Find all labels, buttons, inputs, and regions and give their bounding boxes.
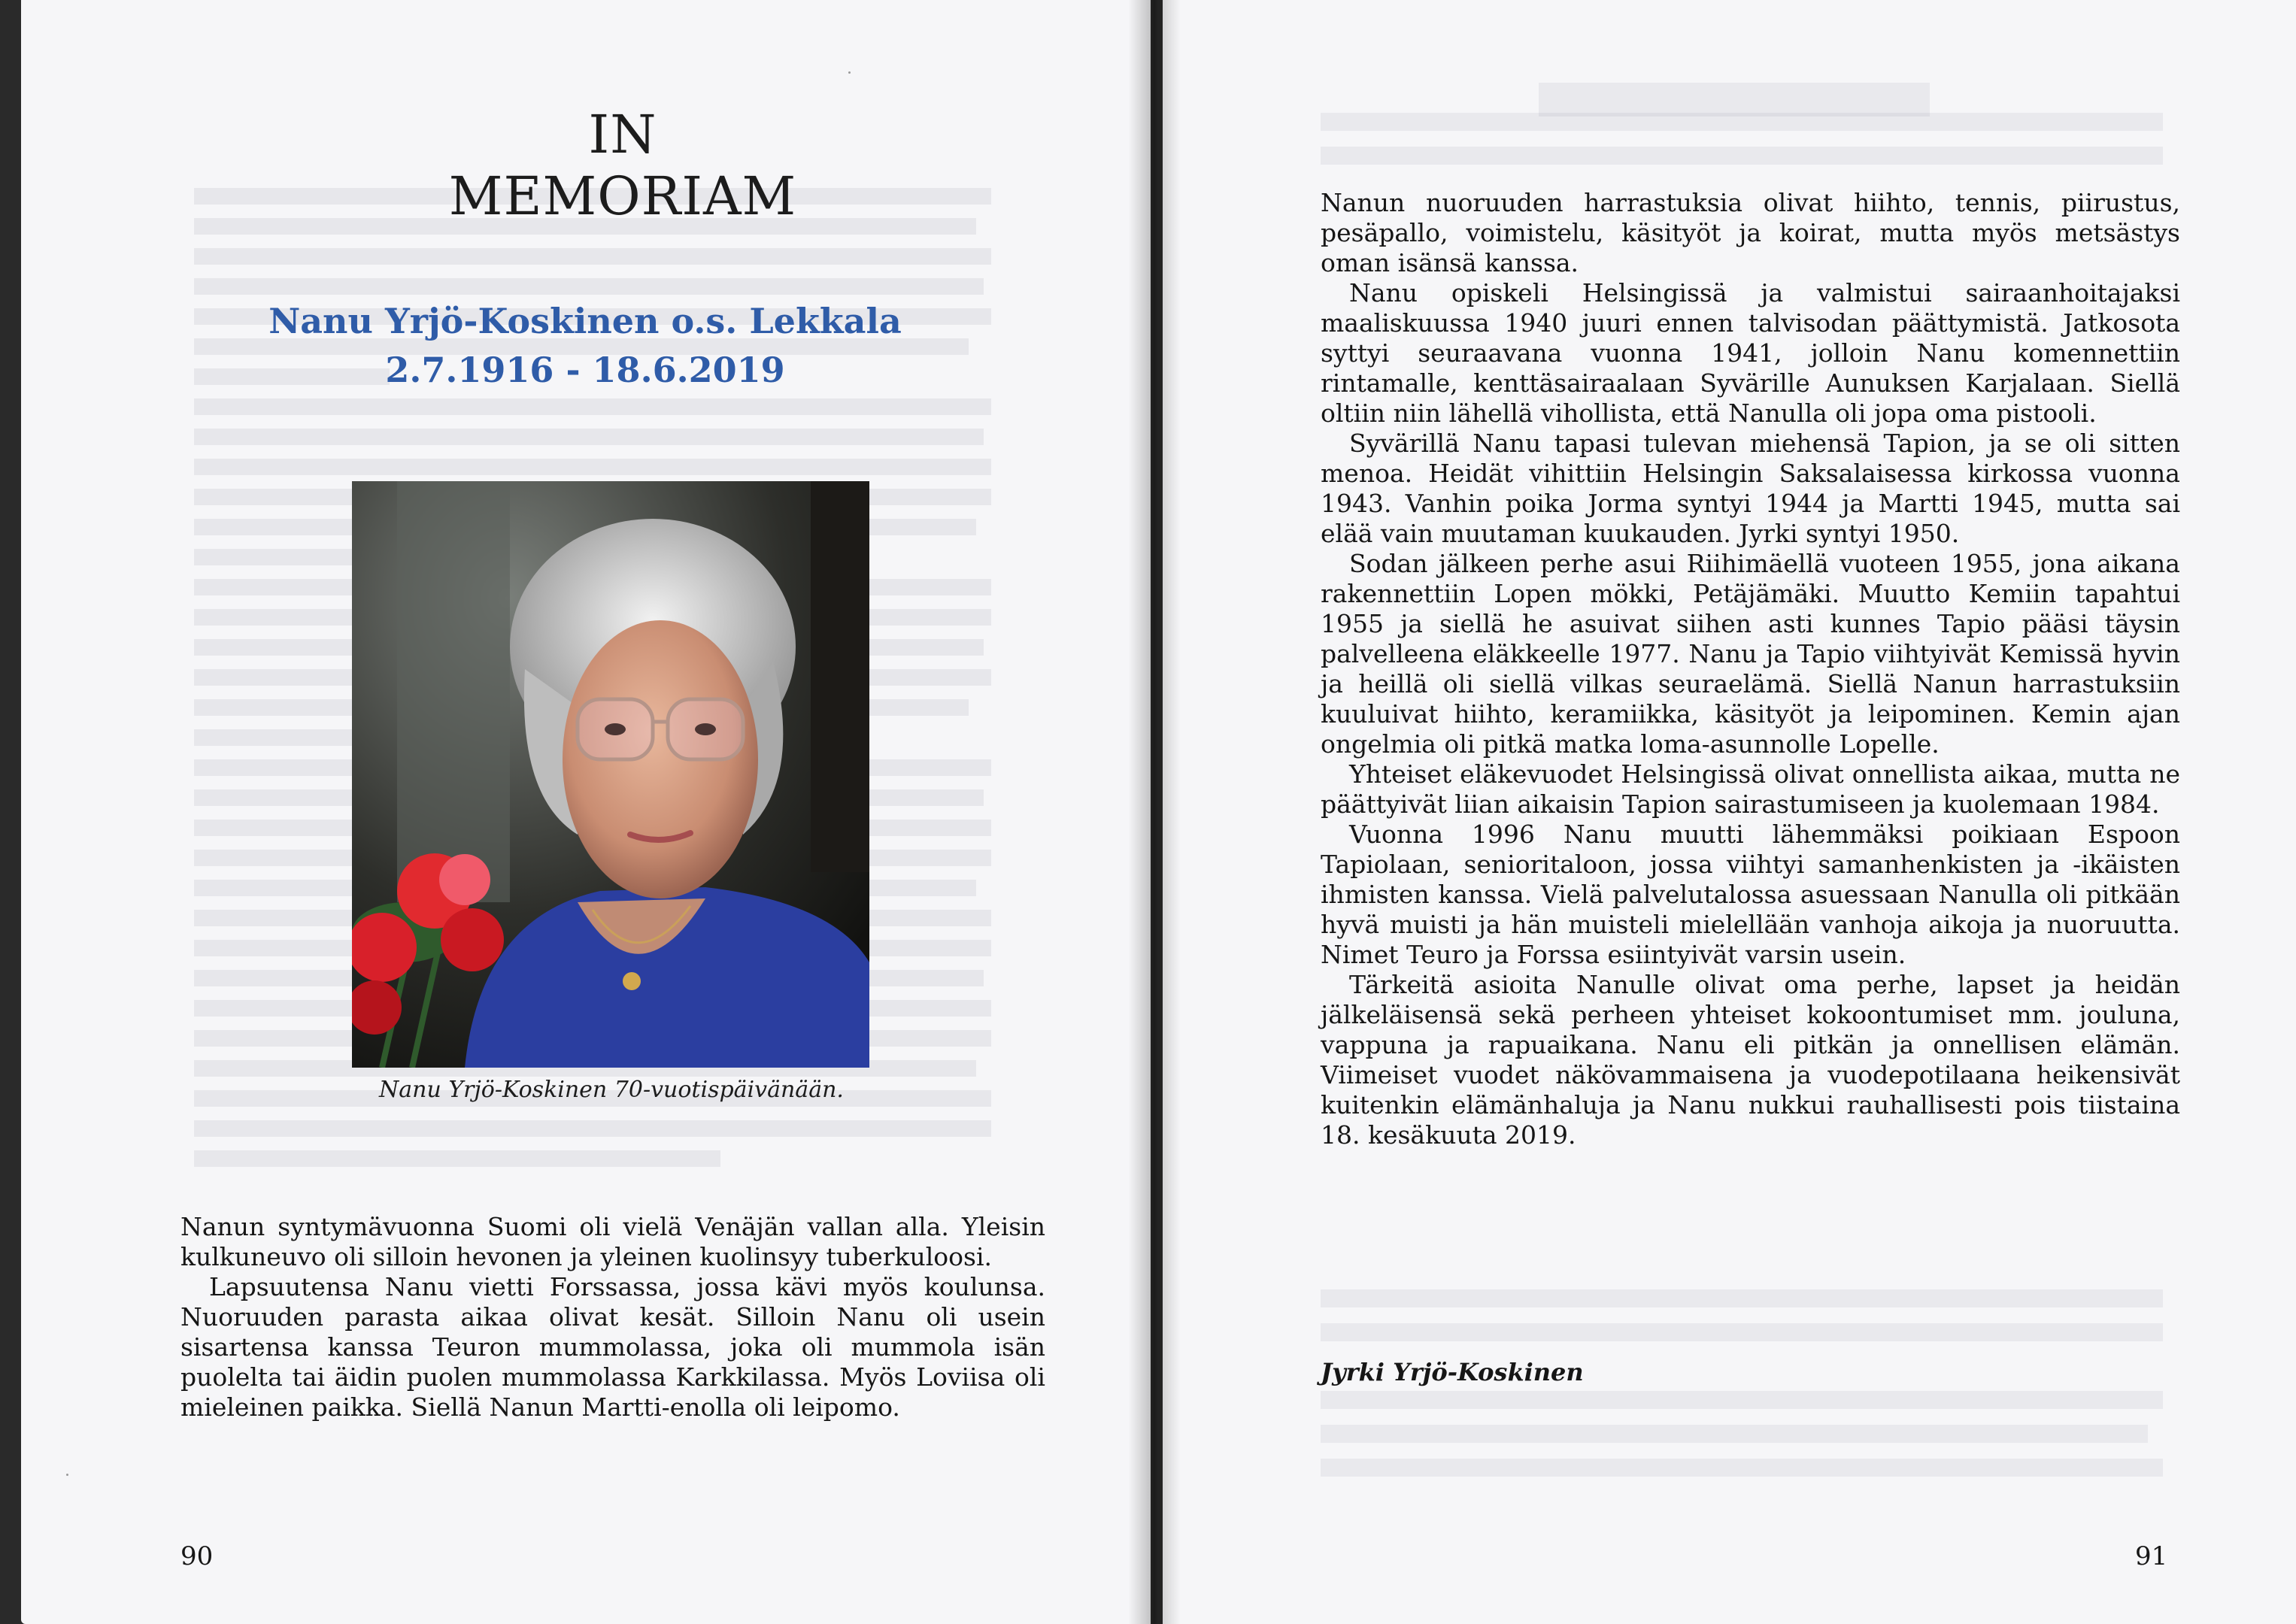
paragraph: Nanun syntymävuonna Suomi oli vielä Venäjän vallan alla. Yleisin kulkuneuvo oli silloin hevonen ja yleinen kuolinsyy tuberkuloosi. [180, 1212, 1045, 1271]
page-number: 91 [2135, 1541, 2168, 1571]
section-heading: IN MEMORIAM [448, 104, 797, 227]
speck [66, 1474, 68, 1476]
photo-door [811, 481, 869, 872]
paragraph: Lapsuutensa Nanu vietti Forssassa, jossa kävi myös koulunsa. Nuoruuden parasta aikaa olivat kesät. Silloin Nanu oli usein sisartensa kanssa Teuron mummolassa, joka oli mummola isän puolelta tai äidin puolen mummolassa Karkkilassa. Myös Loviisa oli mieleinen paikka. Siellä Nanun Martti-enolla oli leipomo. [180, 1272, 1045, 1422]
pendant [623, 972, 641, 990]
obituary-dates: 2.7.1916 - 18.6.2019 [385, 350, 785, 390]
page-number: 90 [180, 1541, 214, 1571]
paragraph: Yhteiset eläkevuodet Helsingissä olivat onnellista aikaa, mutta ne päättyivät liian aikaisin Tapion sairastumiseen ja kuolemaan 1984. [1321, 759, 2180, 819]
paragraph: Nanu opiskeli Helsingissä ja valmistui sairaanhoitajaksi maaliskuussa 1940 juuri ennen talvisodan päättymistä. Jatkosota syttyi seuraavana vuonna 1941, jolloin Nanu komennettiin rintamalle, kenttäsairaalaan Syvärille Aunuksen Karjalaan. Siellä oltiin niin lähellä vihollista, että Nanulla oli jopa oma pistooli. [1321, 278, 2180, 428]
right-eye [695, 723, 716, 735]
author-signature: Jyrki Yrjö-Koskinen [1321, 1358, 1584, 1386]
photo-caption: Nanu Yrjö-Koskinen 70-vuotispäivänään. [379, 1077, 844, 1103]
right-page [1163, 0, 2296, 1624]
paragraph: Syvärillä Nanu tapasi tulevan miehensä Tapion, ja se oli sitten menoa. Heidät vihittiin Helsingin Saksalaisessa kirkossa vuonna 1943. Vanhin poika Jorma syntyi 1944 ja Martti 1945, mutta sai elää vain muutaman kuukauden. Jyrki syntyi 1950. [1321, 429, 2180, 548]
paragraph: Nanun nuoruuden harrastuksia olivat hiihto, tennis, piirustus, pesäpallo, voimistelu, käsityöt ja koirat, mutta myös metsästys oman isänsä kanssa. [1321, 188, 2180, 277]
rose-4 [439, 854, 490, 905]
portrait-photo [352, 481, 869, 1068]
right-body-text [1321, 188, 2180, 1150]
book-gutter [1128, 0, 1181, 1624]
rose-3 [441, 908, 504, 971]
speck [848, 71, 851, 74]
paragraph: Vuonna 1996 Nanu muutti lähemmäksi poikiaan Espoon Tapiolaan, senioritaloon, jossa viihtyi samanhenkisten ja -ikäisten ihmisten kanssa. Vielä palvelutalossa asuessaan Nanulla oli pitkään hyvä muisti ja hän muisteli mielellään vanhoja aikoja ja nuoruutta. Nimet Teuro ja Forssa esiintyivät varsin usein. [1321, 820, 2180, 969]
obituary-name: Nanu Yrjö-Koskinen o.s. Lekkala [268, 301, 902, 341]
photo-pillar [397, 481, 510, 902]
left-eye [605, 723, 626, 735]
left-page [21, 0, 1151, 1624]
paragraph: Sodan jälkeen perhe asui Riihimäellä vuoteen 1955, jona aikana rakennettiin Lopen mökki, Petäjämäki. Muutto Kemiin tapahtui 1955 ja siellä he asuivat siihen asti kunnes Tapio pääsi täysin palvelleena eläkkeelle 1977. Nanu ja Tapio viihtyivät Kemissä hyvin ja heillä oli siellä vilkas seuraelämä. Siellä Nanun harrastuksiin kuuluivat hiihto, keramiikka, käsityöt ja leipominen. Kemin ajan ongelmia oli pitkä matka loma-asunnolle Lopelle. [1321, 549, 2180, 759]
paragraph: Tärkeitä asioita Nanulle olivat oma perhe, lapset ja heidän jälkeläisensä sekä perheen yhteiset kokoontumiset mm. jouluna, vappuna ja rapuaikana. Nanu eli pitkän ja onnellisen elämän. Viimeiset vuodet näkövammaisena ja vuodepotilaana heikensivät kuitenkin elämänhaluja ja Nanu nukkui rauhallisesti pois tiistaina 18. kesäkuuta 2019. [1321, 970, 2180, 1150]
left-body-text [180, 1212, 1045, 1423]
